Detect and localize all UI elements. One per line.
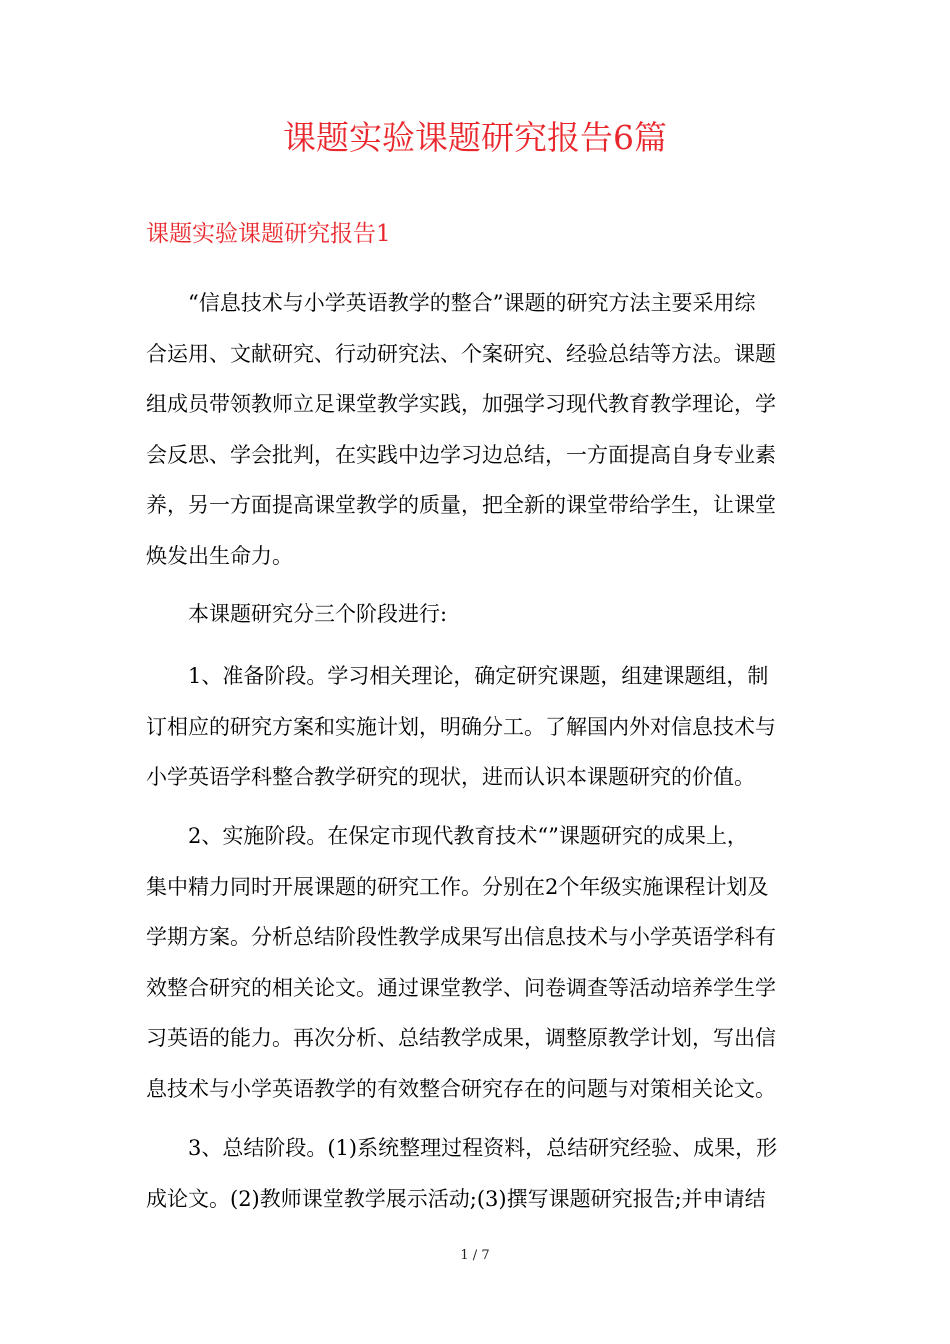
paragraph-stages-intro xyxy=(146,589,808,640)
document-title: 课题实验课题研究报告6篇 xyxy=(283,118,667,157)
paragraph-line: 3、总结阶段。(1)系统整理过程资料，总结研究经验、成果，形 xyxy=(188,1136,778,1160)
paragraph-line: “信息技术与小学英语教学的整合”课题的研究方法主要采用综 xyxy=(188,291,756,315)
paragraph-line: 学期方案。分析总结阶段性教学成果写出信息技术与小学英语学科有 xyxy=(146,925,776,949)
paragraph-research-methods xyxy=(146,278,808,581)
paragraph-line: 会反思、学会批判，在实践中边学习边总结，一方面提高自身专业素 xyxy=(146,442,776,467)
paragraph-line: 组成员带领教师立足课堂教学实践，加强学习现代教育教学理论，学 xyxy=(146,392,776,416)
paragraph-line: 集中精力同时开展课题的研究工作。分别在2个年级实施课程计划及 xyxy=(146,874,769,899)
paragraph-line: 小学英语学科整合教学研究的现状，进而认识本课题研究的价值。 xyxy=(146,765,755,789)
paragraph-line: 1、准备阶段。学习相关理论，确定研究课题，组建课题组，制 xyxy=(188,664,769,688)
paragraph-line: 息技术与小学英语教学的有效整合研究存在的问题与对策相关论文。 xyxy=(146,1076,776,1101)
paragraph-stage-implementation xyxy=(146,811,808,1114)
paragraph-line: 2、实施阶段。在保定市现代教育技术“”课题研究的成果上， xyxy=(188,824,748,848)
paragraph-line: 成论文。(2)教师课堂教学展示活动;(3)撰写课题研究报告;并申请结 xyxy=(146,1186,766,1211)
paragraph-line: 养，另一方面提高课堂教学的质量，把全新的课堂带给学生，让课堂 xyxy=(146,493,776,517)
paragraph-stage-preparation xyxy=(146,651,808,803)
paragraph-line: 本课题研究分三个阶段进行: xyxy=(188,602,448,626)
paragraph-line: 合运用、文献研究、行动研究法、个案研究、经验总结等方法。课题 xyxy=(146,341,776,366)
section-heading: 课题实验课题研究报告1 xyxy=(146,221,391,247)
paragraph-line: 焕发出生命力。 xyxy=(146,543,293,568)
page-number: 1 / 7 xyxy=(460,1248,490,1263)
paragraph-stage-summary xyxy=(146,1123,808,1224)
paragraph-line: 订相应的研究方案和实施计划，明确分工。了解国内外对信息技术与 xyxy=(146,714,776,739)
paragraph-line: 效整合研究的相关论文。通过课堂教学、问卷调查等活动培养学生学 xyxy=(146,975,776,1000)
paragraph-line: 习英语的能力。再次分析、总结教学成果，调整原教学计划，写出信 xyxy=(146,1026,776,1050)
